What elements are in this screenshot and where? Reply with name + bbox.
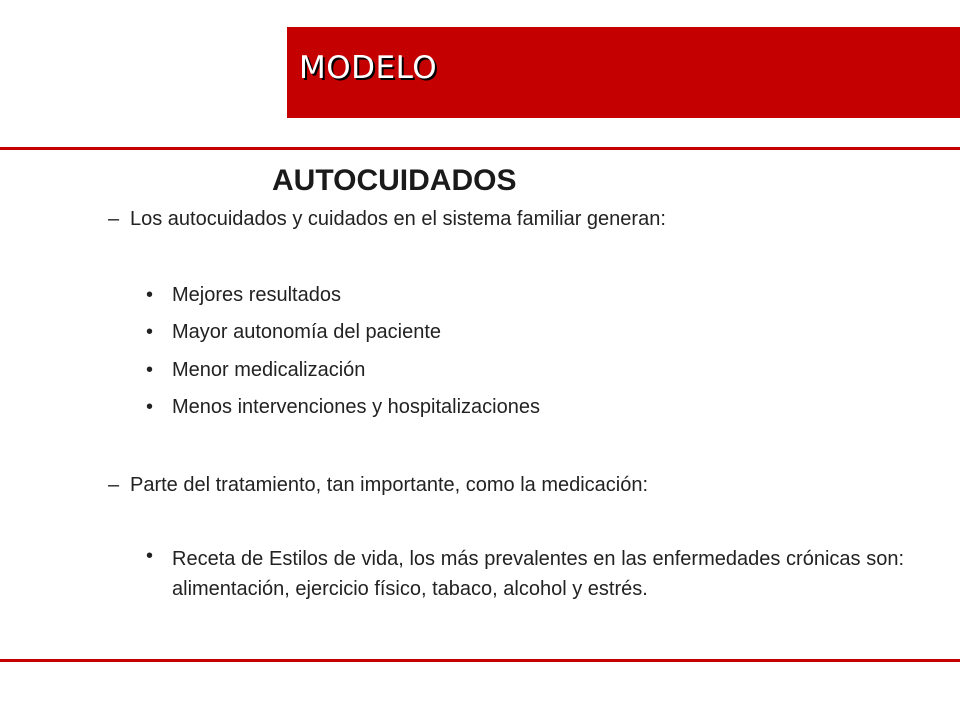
dash-item-1	[108, 207, 666, 231]
bullet-dot: •	[146, 545, 154, 567]
bottom-divider	[0, 659, 960, 662]
bullet-item	[146, 283, 904, 307]
bullet-dot: •	[146, 321, 154, 343]
dash-item-text: Parte del tratamiento, tan importante, como la medicación:	[130, 474, 649, 496]
dash-item-text: Los autocuidados y cuidados en el sistema familiar generan:	[130, 208, 666, 230]
bullet-text: Receta de Estilos de vida, los más prevalentes en las enfermedades crónicas son: alimentación, ejercicio físico, tabaco, alcohol y estrés.	[172, 548, 904, 600]
bullet-dot: •	[146, 359, 154, 381]
bullet-text: Mayor autonomía del paciente	[172, 321, 442, 343]
dash-marker: –	[108, 208, 120, 230]
slide-title: MODELO	[299, 50, 438, 86]
bullet-text: Mejores resultados	[172, 284, 341, 306]
bullet-text: Menos intervenciones y hospitalizaciones	[172, 396, 540, 418]
bullet-dot: •	[146, 396, 154, 418]
bullet-item	[146, 320, 904, 344]
slide-subtitle: AUTOCUIDADOS	[272, 164, 517, 197]
bullet-item	[146, 358, 904, 382]
dash-item-2	[108, 473, 648, 497]
header-banner	[287, 27, 960, 118]
bullet-item	[146, 544, 904, 604]
bullet-dot: •	[146, 284, 154, 306]
dash-marker: –	[108, 474, 120, 496]
bullet-item	[146, 395, 904, 419]
bullet-text: Menor medicalización	[172, 359, 366, 381]
top-divider	[0, 147, 960, 150]
